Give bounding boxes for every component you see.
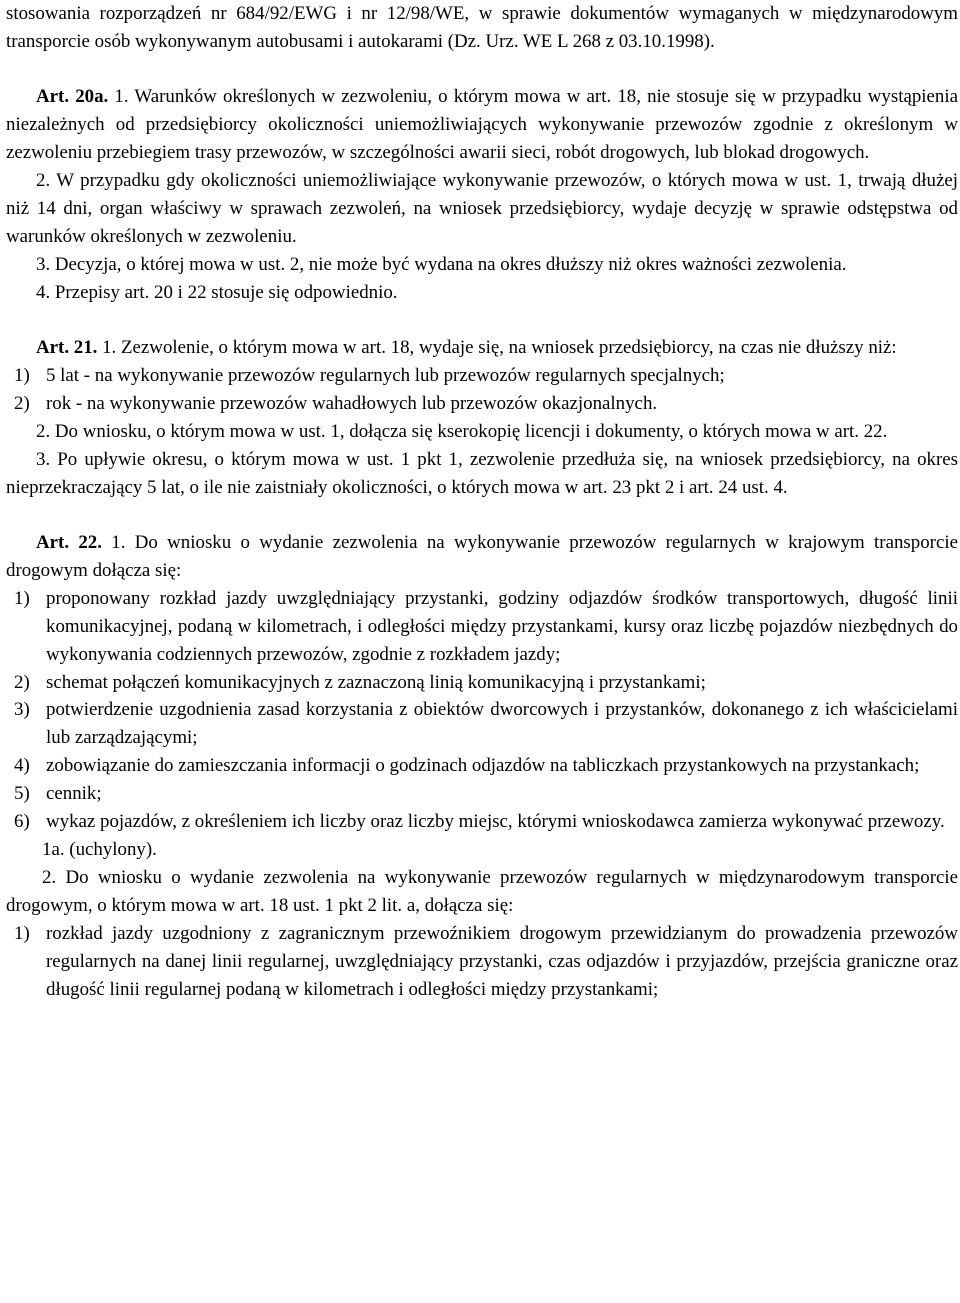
list-item-number: 1) [14,922,30,944]
art22-list-item [6,696,958,752]
art22-paragraph-1 [6,529,958,585]
art21-paragraph-2: 2. Do wniosku, o którym mowa w ust. 1, dołącza się kserokopię licencji i dokumenty, o których mowa w art. 22. [36,420,888,442]
art21-text-1: 1. Zezwolenie, o którym mowa w art. 18, wydaje się, na wniosek przedsiębiorcy, na czas nie dłuższy niż: [97,337,897,359]
list-item-text: wykaz pojazdów, z określeniem ich liczby oraz liczby miejsc, którymi wnioskodawca zamierza wykonywać przewozy. [46,811,945,833]
list-item-number: 5) [14,783,30,805]
list-item-number: 2) [14,671,30,693]
art21-heading: Art. 21. [36,337,98,359]
list-item-number: 1) [14,587,30,609]
list-item-number: 2) [14,392,30,414]
art22-list-item [6,669,958,697]
document-page [6,0,958,1003]
list-item-text: rok - na wykonywanie przewozów wahadłowych lub przewozów okazjonalnych. [46,392,658,414]
art22-list-item [6,585,958,669]
art20a-paragraph-3: 3. Decyzja, o której mowa w ust. 2, nie może być wydana na okres dłuższy niż okres ważności zezwolenia. [36,253,847,275]
art22-paragraph-1a: 1a. (uchylony). [42,838,157,860]
art22-list-item [6,780,958,808]
list-item-text: rozkład jazdy uzgodniony z zagranicznym przewoźnikiem drogowym przewidzianym do prowadzenia przewozów regularnych na danej linii regularnej, uwzględniający przystanki, czas odjazdów i przyjazdów, przejścia graniczne oraz długość linii regularnej podaną w kilometrach i odległości między przystankami; [46,922,958,1000]
list-item-text: 5 lat - na wykonywanie przewozów regularnych lub przewozów regularnych specjalnych; [46,364,725,386]
art20a-paragraph-4: 4. Przepisy art. 20 i 22 stosuje się odpowiednio. [36,281,398,303]
art21-list-item [6,362,958,390]
list-item-number: 1) [14,364,30,386]
list-item-number: 6) [14,811,30,833]
art21-paragraph-3: 3. Po upływie okresu, o którym mowa w ust. 1 pkt 1, zezwolenie przedłuża się, na wniosek przedsiębiorcy, na okres nieprzekraczający 5 lat, o ile nie zaistniały okoliczności, o których mowa w art. 23 pkt 2 i art. 24 ust. 4. [6,448,958,498]
list-item-text: proponowany rozkład jazdy uwzględniający przystanki, godziny odjazdów środków transportowych, długość linii komunikacyjnej, podaną w kilometrach, i odległości między przystankami, kursy oraz liczbę pojazdów niezbędnych do wykonywania codziennych przewozów, zgodnie z rozkładem jazdy; [46,587,958,665]
art21-paragraph-1 [6,334,958,362]
list-item-text: zobowiązanie do zamieszczania informacji o godzinach odjazdów na tabliczkach przystankowych na przystankach; [46,755,920,777]
list-item-text: schemat połączeń komunikacyjnych z zaznaczoną linią komunikacyjną i przystankami; [46,671,706,693]
art22-list-item [6,752,958,780]
art22-paragraph-2: 2. Do wniosku o wydanie zezwolenia na wykonywanie przewozów regularnych w międzynarodowym transporcie drogowym, o którym mowa w art. 18 ust. 1 pkt 2 lit. a, dołącza się: [6,866,958,916]
list-item-number: 4) [14,755,30,777]
art22-heading: Art. 22. [36,532,102,553]
art21-list-item [6,390,958,418]
art20a-paragraph-2: 2. W przypadku gdy okoliczności uniemożliwiające wykonywanie przewozów, o których mowa w ust. 1, trwają dłużej niż 14 dni, organ właściwy w sprawach zezwoleń, na wniosek przedsiębiorcy, wydaje decyzję w sprawie odstępstwa od warunków określonych w zezwoleniu. [6,170,958,247]
list-item-text: cennik; [46,783,102,805]
art20a-heading: Art. 20a. [36,86,109,108]
intro-paragraph: stosowania rozporządzeń nr 684/92/EWG i nr 12/98/WE, w sprawie dokumentów wymaganych w międzynarodowym transporcie osób wykonywanym autobusami i autokarami (Dz. Urz. WE L 268 z 03.10.1998). [6,3,958,52]
list-item-text: potwierdzenie uzgodnienia zasad korzystania z obiektów dworcowych i przystanków, dokonanego z ich właścicielami lub zarządzającymi; [46,699,958,749]
list-item-number: 3) [14,699,30,721]
art22-text-1: 1. Do wniosku o wydanie zezwolenia na wykonywanie przewozów regularnych w krajowym transporcie drogowym dołącza się: [6,532,958,581]
art20a-text-1: 1. Warunków określonych w zezwoleniu, o którym mowa w art. 18, nie stosuje się w przypadku wystąpienia niezależnych od przedsiębiorcy okoliczności uniemożliwiających wykonywanie przewozów zgodnie z określonym w zezwoleniu przebiegiem trasy przewozów, w szczególności awarii sieci, robót drogowych, lub blokad drogowych. [6,86,958,164]
art22-list-item [6,808,958,836]
art22-list2-item [6,920,958,1004]
art20a-paragraph-1 [6,83,958,167]
